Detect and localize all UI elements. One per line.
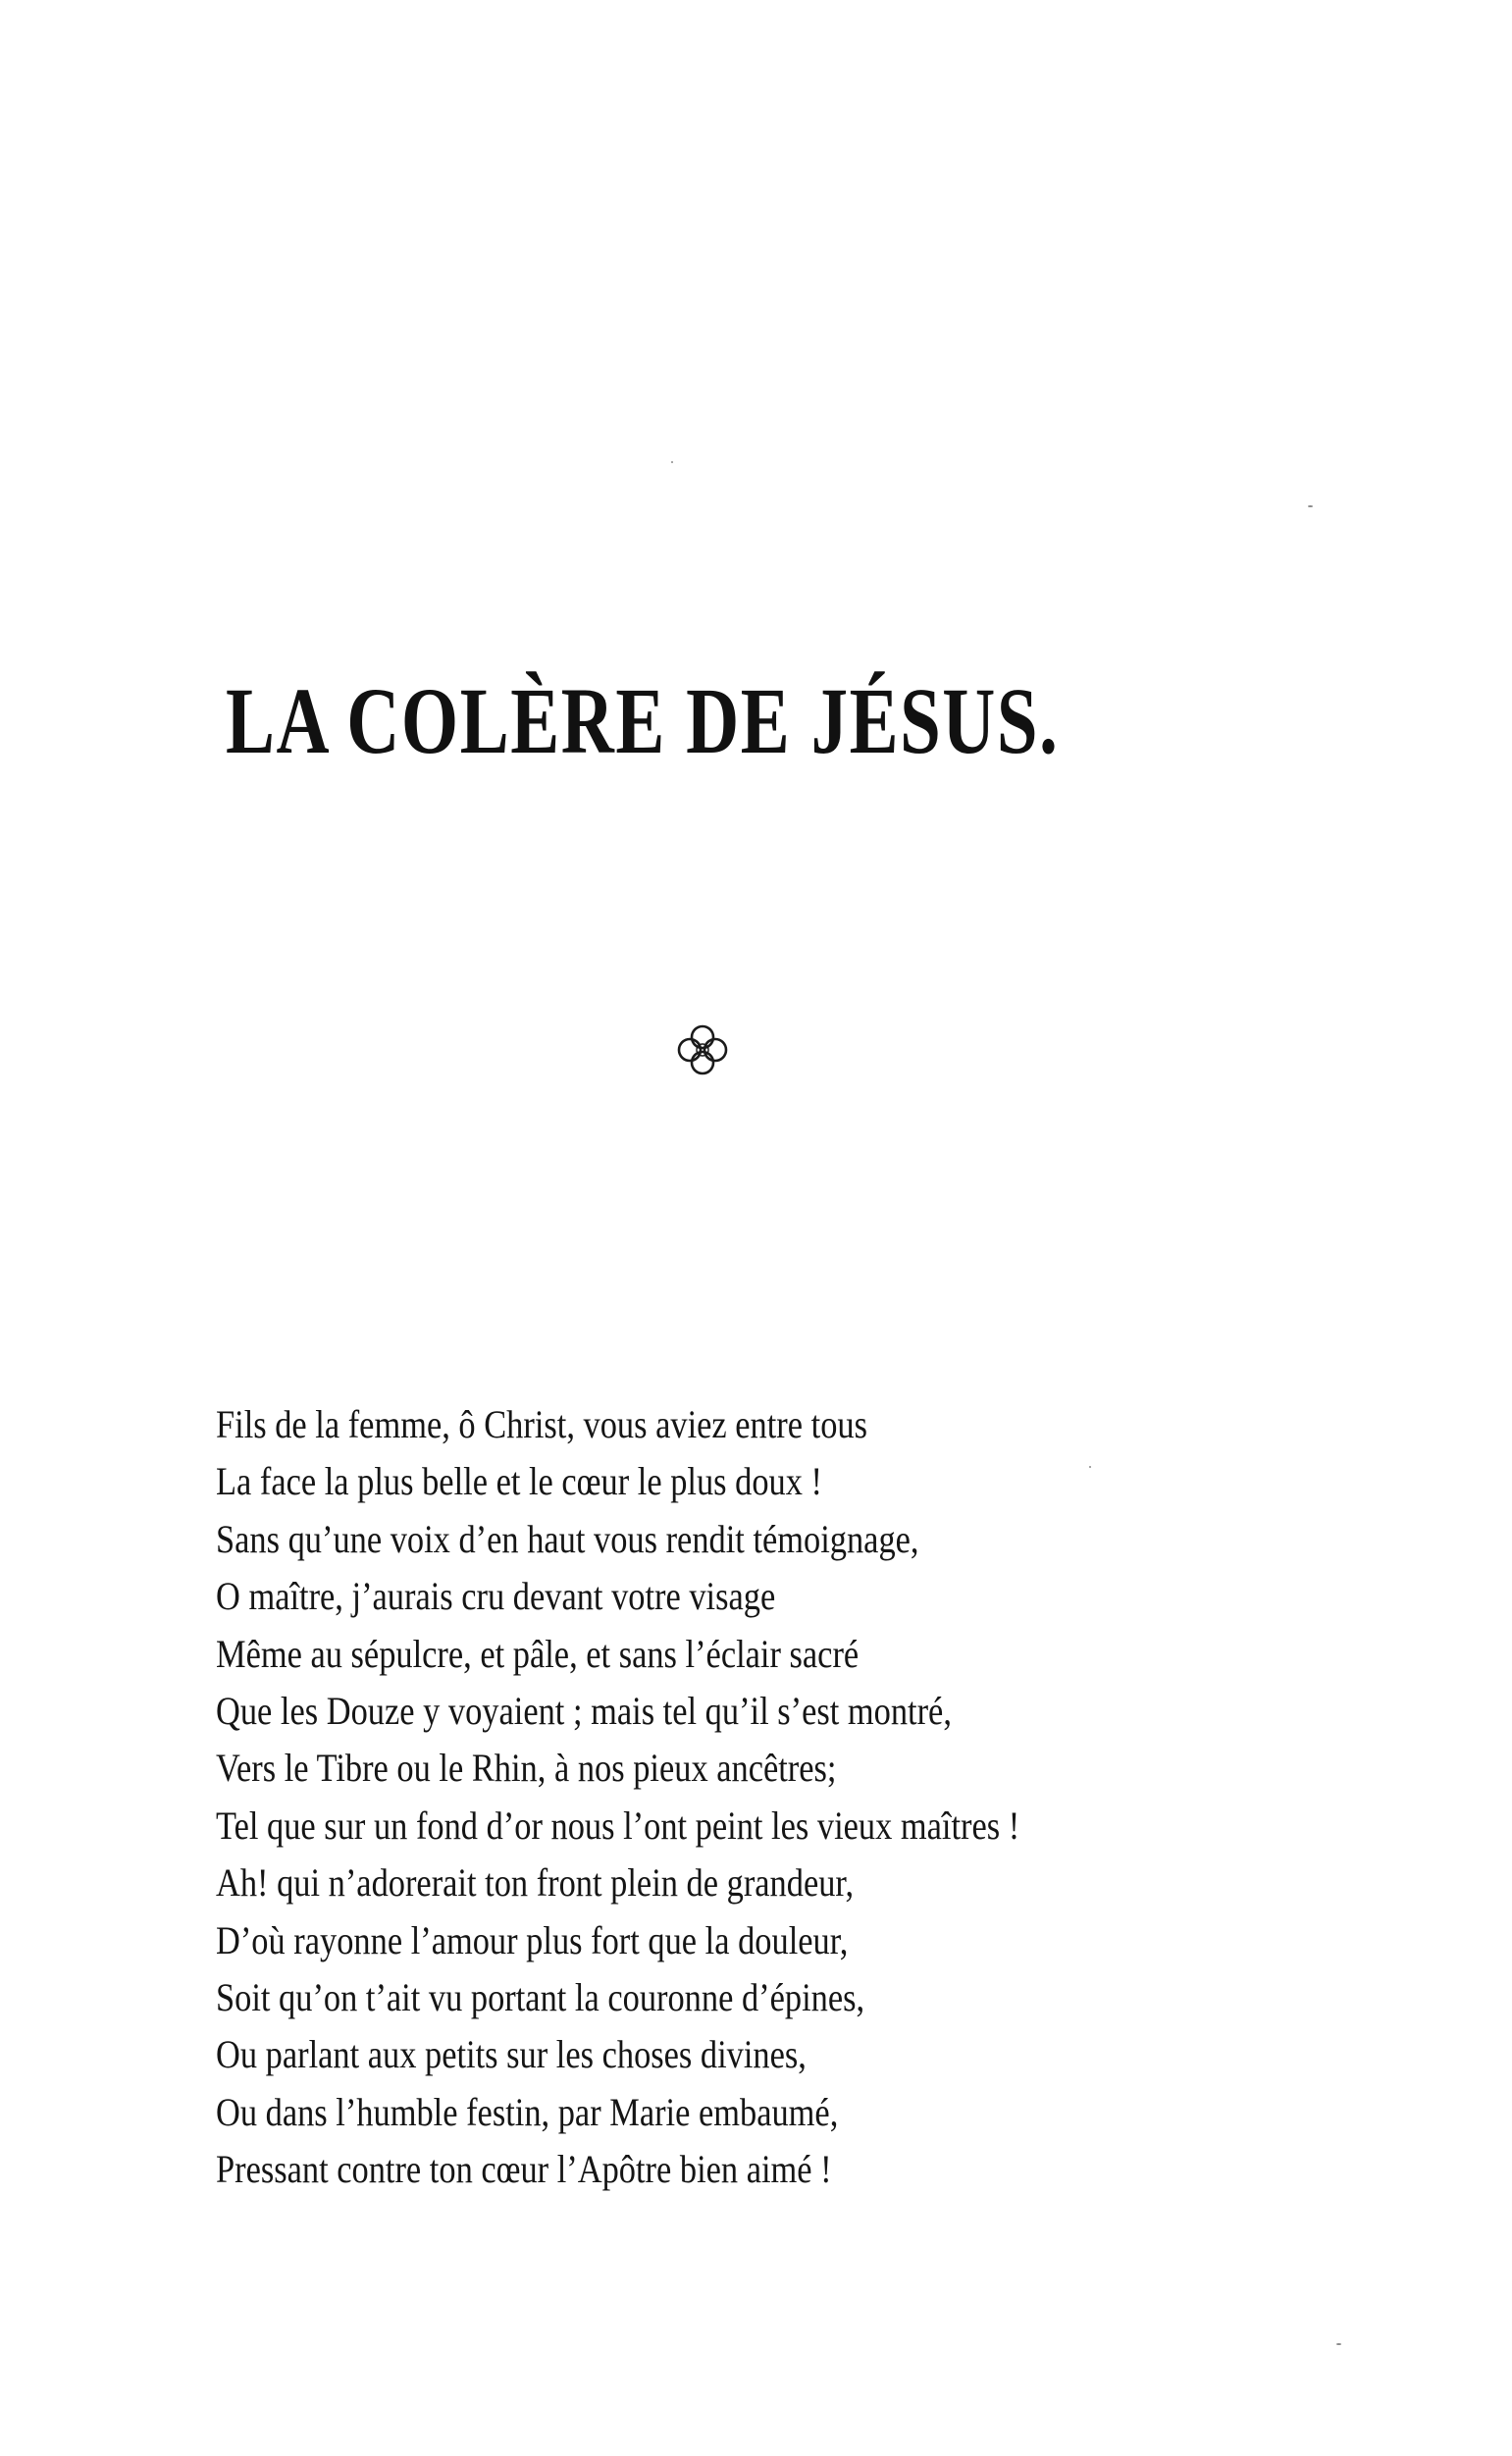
verse-line: Soit qu’on t’ait vu portant la couronne d’épines, — [216, 1974, 865, 2019]
verse-line: Fils de la femme, ô Christ, vous aviez entre tous — [216, 1402, 867, 1446]
poem-title: LA COLÈRE DE JÉSUS. — [226, 668, 1060, 773]
poem-verses — [216, 1396, 1151, 2198]
quatrefoil-knot-ornament-icon — [673, 1020, 732, 1079]
verse-line: Vers le Tibre ou le Rhin, à nos pieux ancêtres; — [216, 1746, 837, 1791]
paper-speck — [1089, 1466, 1091, 1468]
paper-speck — [1308, 505, 1313, 507]
verse-line: O maître, j’aurais cru devant votre visage — [216, 1574, 776, 1619]
verse-line: La face la plus belle et le cœur le plus doux ! — [216, 1459, 823, 1504]
verse-line: Ou parlant aux petits sur les choses divines, — [216, 2032, 807, 2077]
verse-line: Tel que sur un fond d’or nous l’ont peint les vieux maîtres ! — [216, 1803, 1020, 1848]
paper-speck — [1336, 2343, 1341, 2345]
verse-line: Même au sépulcre, et pâle, et sans l’éclair sacré — [216, 1631, 860, 1676]
verse-line: Ah! qui n’adorerait ton front plein de grandeur, — [216, 1860, 855, 1906]
verse-line: D’où rayonne l’amour plus fort que la douleur, — [216, 1917, 849, 1962]
paper-speck — [671, 461, 673, 463]
verse-line: Sans qu’une voix d’en haut vous rendit témoignage, — [216, 1516, 919, 1561]
verse-line: Pressant contre ton cœur l’Apôtre bien aimé ! — [216, 2147, 832, 2192]
verse-line: Ou dans l’humble festin, par Marie embaumé, — [216, 2089, 839, 2134]
verse-line: Que les Douze y voyaient ; mais tel qu’il s’est montré, — [216, 1688, 952, 1733]
